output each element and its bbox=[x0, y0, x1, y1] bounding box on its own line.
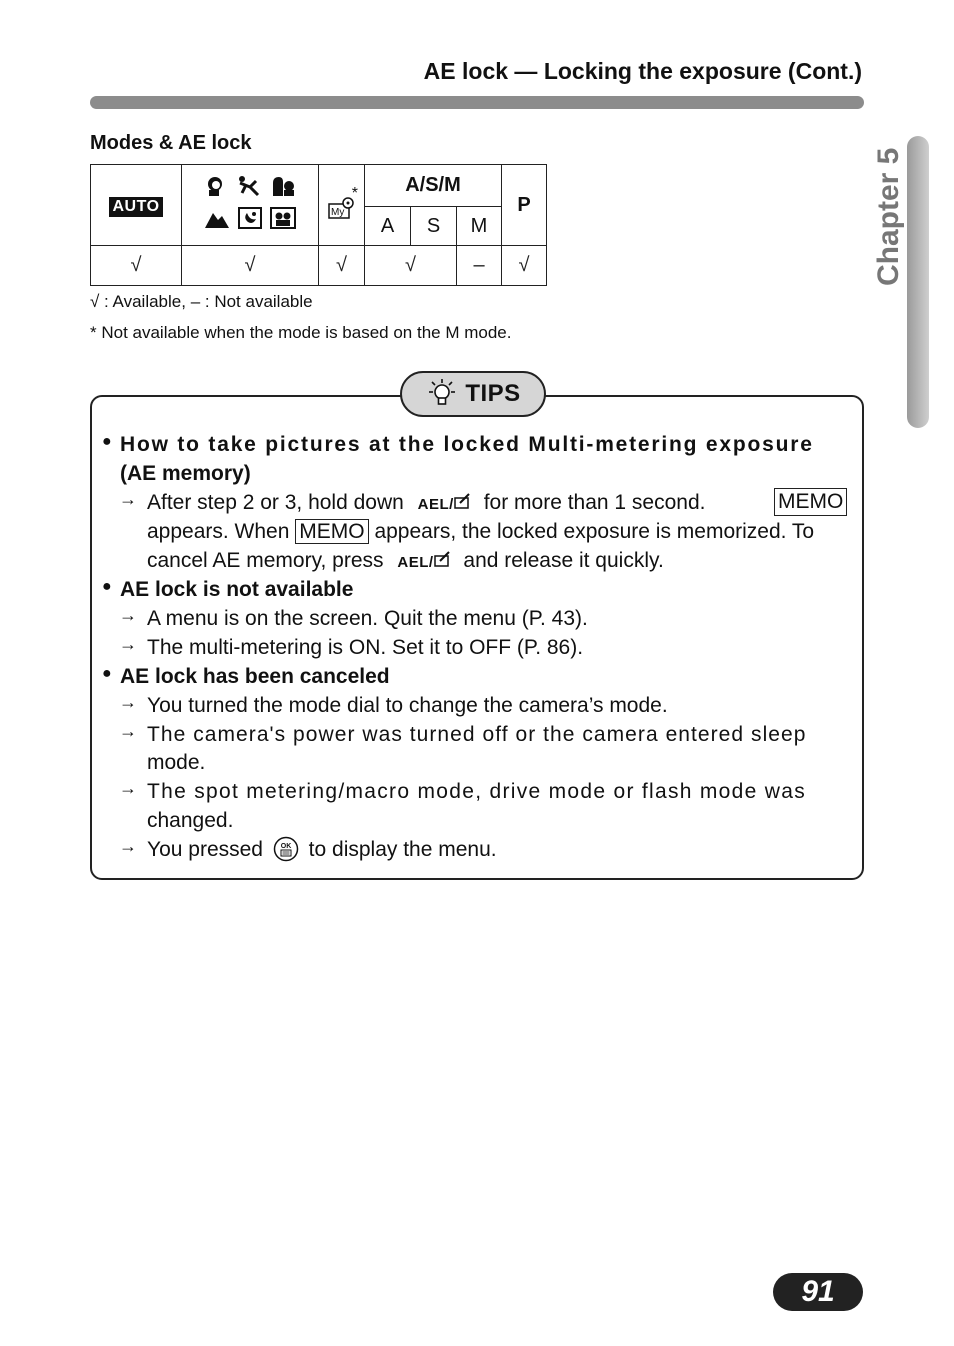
tips-title: TIPS bbox=[465, 380, 521, 407]
tip3-item2-line2: mode. bbox=[147, 751, 206, 774]
portrait-mode-icon bbox=[204, 175, 228, 197]
bullet-dot: ● bbox=[102, 433, 112, 450]
tip3-item4 bbox=[147, 835, 497, 864]
tip1-line1-text: After step 2 or 3, hold down bbox=[147, 491, 404, 514]
p-header: P bbox=[517, 193, 531, 216]
arrow-icon: → bbox=[119, 692, 137, 712]
my-mode-cell bbox=[319, 165, 365, 246]
scene-availability: √ bbox=[182, 246, 319, 286]
memo-icon bbox=[454, 492, 472, 509]
tip1-title-line1: How to take pictures at the locked Multi-metering exposure bbox=[120, 433, 814, 456]
tip2-item1: A menu is on the screen. Quit the menu (P. 43). bbox=[147, 607, 588, 630]
scene-modes-cell bbox=[182, 165, 319, 246]
tip1-line2 bbox=[147, 517, 814, 546]
chapter-label: Chapter 5 bbox=[872, 147, 905, 286]
tip3-item2-line1: The camera's power was turned off or the camera entered sleep bbox=[147, 723, 807, 746]
svg-text:My: My bbox=[330, 207, 344, 218]
tip2-item2: The multi-metering is ON. Set it to OFF (P. 86). bbox=[147, 636, 584, 659]
tip2-title: AE lock is not available bbox=[120, 578, 354, 601]
ok-menu-button-icon bbox=[273, 836, 299, 862]
m-availability: – bbox=[457, 246, 502, 286]
tip3-title: AE lock has been canceled bbox=[120, 665, 390, 688]
tip3-item4-text: You pressed bbox=[147, 838, 263, 861]
arrow-icon: → bbox=[119, 721, 137, 741]
asm-header: A/S/M bbox=[405, 174, 461, 196]
page-header-title: AE lock — Locking the exposure (Cont.) bbox=[423, 58, 862, 84]
my-mode-asterisk: * bbox=[351, 185, 358, 202]
arrow-icon: → bbox=[119, 778, 137, 798]
tip1-line2-text2: appears, the locked exposure is memorized. To bbox=[374, 520, 815, 543]
m-header: M bbox=[457, 207, 502, 246]
lightbulb-icon bbox=[425, 377, 459, 411]
tip3-item1: You turned the mode dial to change the camera’s mode. bbox=[147, 694, 668, 717]
sports-mode-icon bbox=[236, 175, 262, 197]
memo-icon bbox=[434, 550, 452, 567]
auto-availability: √ bbox=[91, 246, 182, 286]
arrow-icon: → bbox=[119, 836, 137, 856]
page-number: 91 bbox=[773, 1273, 863, 1311]
movie-mode-icon bbox=[270, 207, 296, 229]
tip1-line3-text: cancel AE memory, press bbox=[147, 549, 384, 572]
tip3-item4-text2: to display the menu. bbox=[308, 838, 497, 861]
asm-header-cell bbox=[365, 165, 502, 207]
tip1-title-line2: (AE memory) bbox=[120, 462, 251, 485]
bullet-dot: ● bbox=[102, 665, 112, 682]
p-header-cell bbox=[502, 165, 547, 246]
ael-button-label: AEL/ bbox=[417, 496, 454, 513]
my-availability: √ bbox=[319, 246, 365, 286]
ael-button-label: AEL/ bbox=[397, 554, 434, 571]
tip1-line1-text2: for more than 1 second. bbox=[483, 491, 706, 514]
memo-indicator: MEMO bbox=[295, 519, 368, 544]
as-availability: √ bbox=[365, 246, 457, 286]
a-header: A bbox=[365, 207, 411, 246]
auto-mode-cell bbox=[91, 165, 182, 246]
night-scene-mode-icon bbox=[238, 207, 262, 229]
tip3-item3-line1: The spot metering/macro mode, drive mode or flash mode was bbox=[147, 780, 806, 803]
night-portrait-mode-icon bbox=[270, 175, 296, 197]
tip3-item3-line2: changed. bbox=[147, 809, 234, 832]
table-footnote: * Not available when the mode is based on the M mode. bbox=[90, 323, 512, 342]
table-legend: √ : Available, – : Not available bbox=[90, 292, 313, 311]
modes-table bbox=[90, 164, 547, 286]
tip1-line2-text: appears. When bbox=[147, 520, 290, 543]
memo-indicator: MEMO bbox=[774, 488, 847, 516]
tip1-line3-text2: and release it quickly. bbox=[463, 549, 664, 572]
auto-mode-icon: AUTO bbox=[109, 197, 162, 217]
ok-label: OK bbox=[280, 843, 292, 850]
tips-label bbox=[400, 371, 546, 417]
header-rule bbox=[90, 96, 864, 109]
tip1-line1 bbox=[147, 488, 705, 519]
tip1-line3 bbox=[147, 546, 664, 577]
arrow-icon: → bbox=[119, 605, 137, 625]
chapter-tab bbox=[907, 136, 929, 428]
landscape-mode-icon bbox=[204, 207, 230, 229]
s-header: S bbox=[411, 207, 457, 246]
bullet-dot: ● bbox=[102, 578, 112, 595]
arrow-icon: → bbox=[119, 634, 137, 654]
p-availability: √ bbox=[502, 246, 547, 286]
arrow-icon: → bbox=[119, 489, 137, 509]
section-heading: Modes & AE lock bbox=[90, 132, 252, 154]
